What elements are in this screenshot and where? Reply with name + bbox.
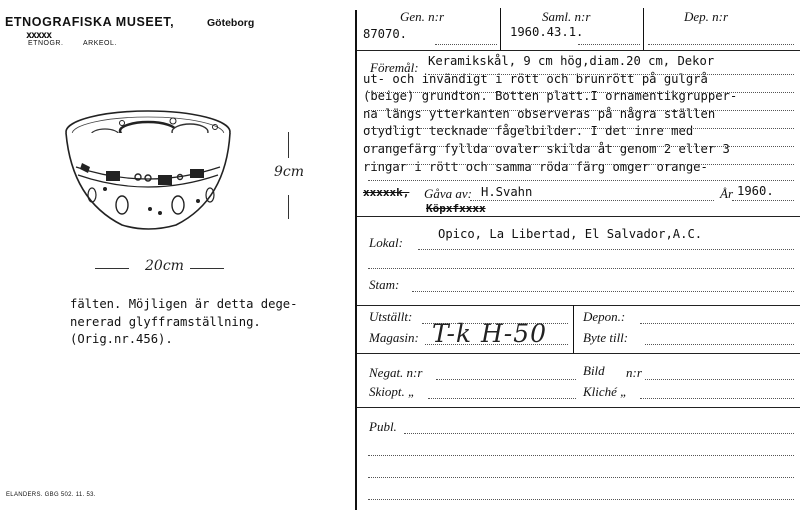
stam-label: Stam:: [369, 277, 400, 292]
publ-dots-4: [368, 499, 794, 500]
museum-title: ETNOGRAFISKA MUSEET,: [5, 15, 175, 29]
foremal-dots: [368, 110, 794, 111]
gen-saml-divider: [500, 8, 501, 50]
foremal-description: [363, 53, 737, 176]
header-strike-marks: xxxxx: [26, 30, 52, 41]
bild-label: Bild: [583, 363, 605, 378]
lokal-dots-2: [368, 268, 794, 269]
utstallt-depon-divider: [573, 305, 574, 353]
negat-dots: [436, 379, 576, 380]
magasin-value: T-k H-50: [432, 319, 548, 348]
magasin-dots: [425, 344, 568, 345]
stam-dots: [412, 291, 794, 292]
lokal-dots: [418, 249, 794, 250]
foremal-label: Föremål:: [370, 60, 419, 75]
city-name: Göteborg: [207, 17, 255, 29]
stam-rule: [357, 305, 800, 306]
foremal-dots: [368, 92, 794, 93]
depon-label: Depon.:: [583, 309, 626, 324]
foremal-dots: [428, 74, 794, 75]
depon-dots: [640, 323, 794, 324]
utstallt-label: Utställt:: [369, 309, 413, 324]
magasin-label: Magasin:: [369, 330, 419, 345]
lokal-value: Opico, La Libertad, El Salvador,A.C.: [438, 227, 703, 241]
publ-dots-2: [368, 455, 794, 456]
gava-value: H.Svahn: [481, 185, 533, 199]
ar-dots: [732, 200, 794, 201]
skiopt-label: Skiopt. „: [369, 384, 416, 399]
bowl-drawing: [60, 105, 250, 240]
continuation-line: fälten. Möjligen är detta dege-: [70, 297, 298, 311]
continuation-line: nererad glyfframställning.: [70, 314, 261, 329]
gava-rule: [357, 216, 800, 217]
card-divider: [355, 10, 357, 510]
kliche-dots: [640, 398, 794, 399]
dep-nr-dots: [648, 44, 794, 45]
continuation-line: (Orig.nr.456).: [70, 332, 173, 347]
negat-label: Negat. n:r: [369, 365, 423, 380]
saml-nr-dots: [578, 44, 640, 45]
publ-dots-3: [368, 477, 794, 478]
foremal-line: orangefärg fyllda ovaler skilda åt genom 2 eller 3: [363, 141, 730, 156]
byte-dots: [645, 344, 794, 345]
bild-dots: [645, 379, 794, 380]
negat-rule: [357, 407, 800, 408]
foremal-dots: [368, 180, 794, 181]
continuation-text: [70, 296, 297, 349]
height-note: 9cm: [274, 164, 305, 180]
foremal-line: ringar i rött och samma röda färg omger orange-: [363, 159, 708, 174]
magasin-rule: [357, 353, 800, 354]
gen-nr-value: 87070.: [363, 27, 408, 41]
foremal-line: otydligt tecknade fågelbilder. I det inre med: [363, 124, 694, 139]
bild-nr-label: n:r: [626, 365, 642, 380]
height-dimension-line: [288, 132, 289, 158]
ar-value: 1960.: [737, 184, 774, 198]
header-rule: [357, 50, 800, 51]
saml-nr-value: 1960.43.1.: [510, 25, 584, 39]
kliche-label: Kliché „: [583, 384, 628, 399]
gava-dots: [470, 200, 714, 201]
gen-nr-label: Gen. n:r: [400, 9, 445, 24]
foremal-dots: [368, 164, 794, 165]
ar-label: År: [720, 186, 733, 201]
gava-strike: xxxxxk,: [363, 186, 410, 199]
header-sub-left: ETNOGR.: [28, 40, 64, 47]
width-dimension-line-right: [190, 268, 224, 269]
foremal-line: Keramikskål, 9 cm hög,diam.20 cm, Dekor: [428, 54, 715, 68]
width-note: 20cm: [145, 258, 184, 274]
height-dimension-line-lower: [288, 195, 289, 219]
gava-label: Gåva av:: [424, 186, 473, 201]
foremal-line: na längs ytterkanten observeras på några ställen: [363, 106, 716, 121]
header-sub-right: ARKEOL.: [83, 40, 117, 47]
byte-till-label: Byte till:: [583, 330, 629, 345]
skiopt-dots: [428, 398, 576, 399]
width-dimension-line-left: [95, 268, 129, 269]
publ-label: Publ.: [369, 419, 397, 434]
gen-nr-dots: [435, 44, 497, 45]
gava-strike-2: Köpxfxxxx: [426, 202, 486, 215]
foremal-line: ut- och invändigt i rött och brunrött på gulgrå: [363, 71, 708, 86]
saml-nr-label: Saml. n:r: [542, 9, 591, 24]
publ-dots: [404, 433, 794, 434]
foremal-dots: [368, 128, 794, 129]
dep-nr-label: Dep. n:r: [684, 9, 729, 24]
lokal-label: Lokal:: [369, 235, 403, 250]
printer-line: ELANDERS. GBG 502. 11. 53.: [6, 492, 96, 498]
saml-dep-divider: [643, 8, 644, 50]
foremal-dots: [368, 146, 794, 147]
foremal-line: (beige) grundton. Botten platt.I ornamentikgrupper-: [363, 89, 738, 104]
